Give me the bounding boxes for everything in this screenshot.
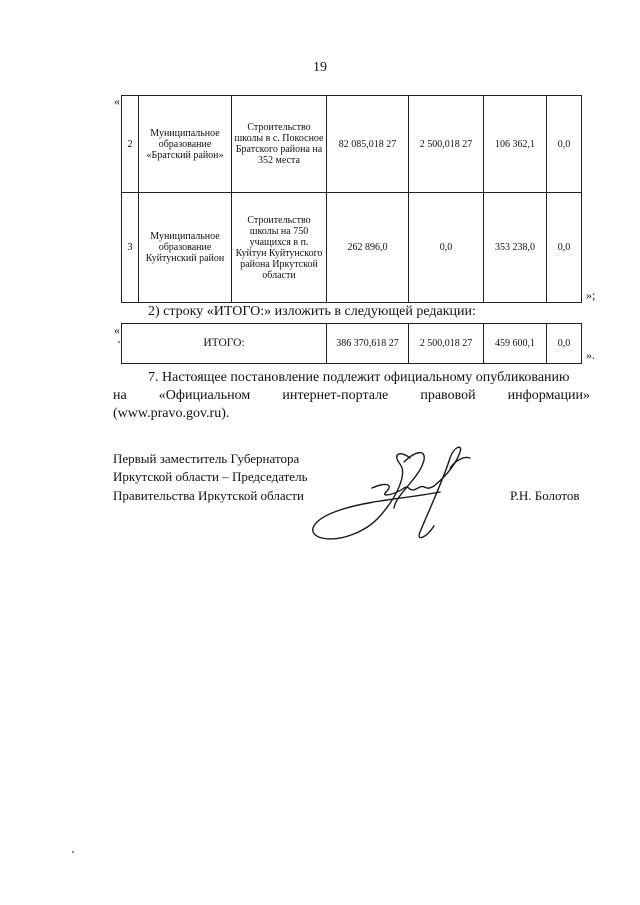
para7-word: правовой	[420, 388, 476, 403]
signatory-title-line2: Иркутской области – Председатель	[113, 469, 308, 484]
total-label: ИТОГО:	[122, 324, 327, 364]
table-row	[122, 193, 582, 303]
value-cell-3: 353 238,0	[484, 193, 547, 303]
page-number: 19	[313, 60, 327, 75]
para7-word: интернет-портале	[282, 388, 389, 403]
object-cell: Строительство школы на 750 учащихся в п. Куйтун Куйтунского района Иркутской области	[232, 193, 327, 303]
handwritten-signature	[300, 438, 500, 548]
total-value-4: 0,0	[547, 324, 582, 364]
paragraph-7-line2	[113, 387, 590, 404]
value-cell-2: 2 500,018 27	[409, 96, 484, 193]
table2-open-quote: «	[114, 323, 120, 337]
total-value-2: 2 500,018 27	[409, 324, 484, 364]
table1-open-quote: «	[114, 94, 120, 108]
table-row	[122, 96, 582, 193]
total-table	[121, 323, 582, 364]
scan-speck	[72, 851, 74, 853]
row-number: 3	[122, 193, 139, 303]
signatory-title-line1: Первый заместитель Губернатора	[113, 451, 300, 466]
paragraph-7-line1: 7. Настоящее постановление подлежит официальному опубликованию	[148, 370, 570, 385]
paragraph-7-line3: (www.pravo.gov.ru).	[113, 406, 230, 421]
item-2-text: 2) строку «ИТОГО:» изложить в следующей редакции:	[148, 304, 476, 319]
table2-close-mark: ».	[586, 348, 595, 362]
table-row	[122, 324, 582, 364]
projects-table	[121, 95, 582, 303]
table1-close-mark: »;	[586, 288, 596, 302]
signatory-title-line3: Правительства Иркутской области	[113, 488, 305, 503]
para7-word: информации»	[507, 388, 590, 403]
value-cell-4: 0,0	[547, 193, 582, 303]
value-cell-1: 82 085,018 27	[327, 96, 409, 193]
value-cell-2: 0,0	[409, 193, 484, 303]
value-cell-1: 262 896,0	[327, 193, 409, 303]
object-cell: Строительство школы в с. Покосное Братского района на 352 места	[232, 96, 327, 193]
total-value-3: 459 600,1	[484, 324, 547, 364]
para7-word: «Официальном	[158, 388, 251, 403]
total-value-1: 386 370,618 27	[327, 324, 409, 364]
value-cell-4: 0,0	[547, 96, 582, 193]
entity-cell: Муниципальное образование «Братский район»	[139, 96, 232, 193]
para7-word: на	[113, 388, 127, 403]
scan-speck	[118, 341, 120, 343]
row-number: 2	[122, 96, 139, 193]
value-cell-3: 106 362,1	[484, 96, 547, 193]
entity-cell: Муниципальное образование Куйтунский район	[139, 193, 232, 303]
signatory-name: Р.Н. Болотов	[510, 488, 580, 503]
